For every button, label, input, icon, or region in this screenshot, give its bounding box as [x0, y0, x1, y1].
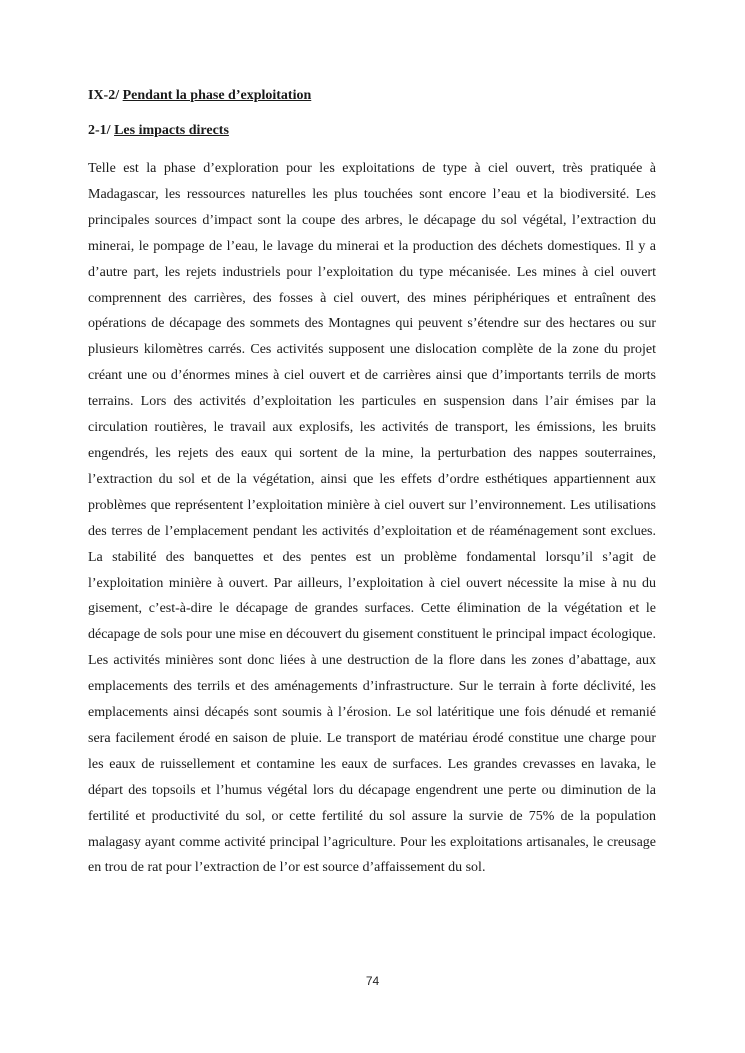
body-paragraph: Telle est la phase d’exploration pour les exploitations de type à ciel ouvert, très pratiquée à Madagascar, les ressources naturelles les plus touchées sont encore l’eau et la biodiversité. Les principales sources d’impact sont la coupe des arbres, le décapage du sol végétal, l’extraction du minerai, le pompage de l’eau, le lavage du minerai et la production des déchets domestiques. Il y a d’autre part, les rejets industriels pour l’exploitation du type mécanisée. Les mines à ciel ouvert comprennent des carrières, des fosses à ciel ouvert, des mines périphériques et entraînent des opérations de décapage des sommets des Montagnes qui peuvent s’étendre sur des hectares ou sur plusieurs kilomètres carrés. Ces activités supposent une dislocation complète de la zone du projet créant une ou d’énormes mines à ciel ouvert et de carrières ainsi que d’importants terrils de morts terrains. Lors des activités d’exploitation les particules en suspension dans l’air émises par la circulation routières, le travail aux explosifs, les activités de transport, les émissions, les bruits engendrés, les rejets des eaux qui sortent de la mine, la perturbation des nappes souterraines, l’extraction du sol et de la végétation, ainsi que les effets d’ordre esthétiques appartiennent aux problèmes que représentent l’exploitation minière à ciel ouvert sur l’environnement. Les utilisations des terres de l’emplacement pendant les activités d’exploitation et de réaménagement sont exclues. La stabilité des banquettes et des pentes est un problème fondamental lorsqu’il s’agit de l’exploitation minière à ouvert. Par ailleurs, l’exploitation à ciel ouvert nécessite la mise à nu du gisement, c’est-à-dire le décapage de grandes surfaces. Cette élimination de la végétation et le décapage de sols pour une mise en découvert du gisement constituent le principal impact écologique. Les activités minières sont donc liées à une destruction de la flore dans les zones d’abattage, aux emplacements des terrils et des aménagements d’infrastructure. Sur le terrain à forte déclivité, les emplacements ainsi décapés sont soumis à l’érosion. Le sol latéritique une fois dénudé et remanié sera facilement érodé en saison de pluie. Le transport de matériau érodé constitue une charge pour les eaux de ruissellement et contamine les eaux de surfaces. Les grandes crevasses en lavaka, le départ des topsoils et l’humus végétal lors du décapage engendrent une perte ou diminution de la fertilité et productivité du sol, or cette fertilité du sol assure la survie de 75% de la population malagasy ayant comme activité principal l’agriculture. Pour les exploitations artisanales, le creusage en trou de rat pour l’extraction de l’or est source d’affaissement du sol.: [88, 161, 656, 876]
section-number: IX-2/: [88, 88, 120, 103]
subsection-number: 2-1/: [88, 123, 111, 138]
subsection-heading: [88, 121, 656, 141]
subsection-title: Les impacts directs: [114, 123, 229, 138]
section-title: Pendant la phase d’exploitation: [122, 88, 312, 103]
document-page: [88, 86, 656, 881]
section-heading: [88, 86, 656, 106]
page-number: 74: [365, 974, 380, 988]
